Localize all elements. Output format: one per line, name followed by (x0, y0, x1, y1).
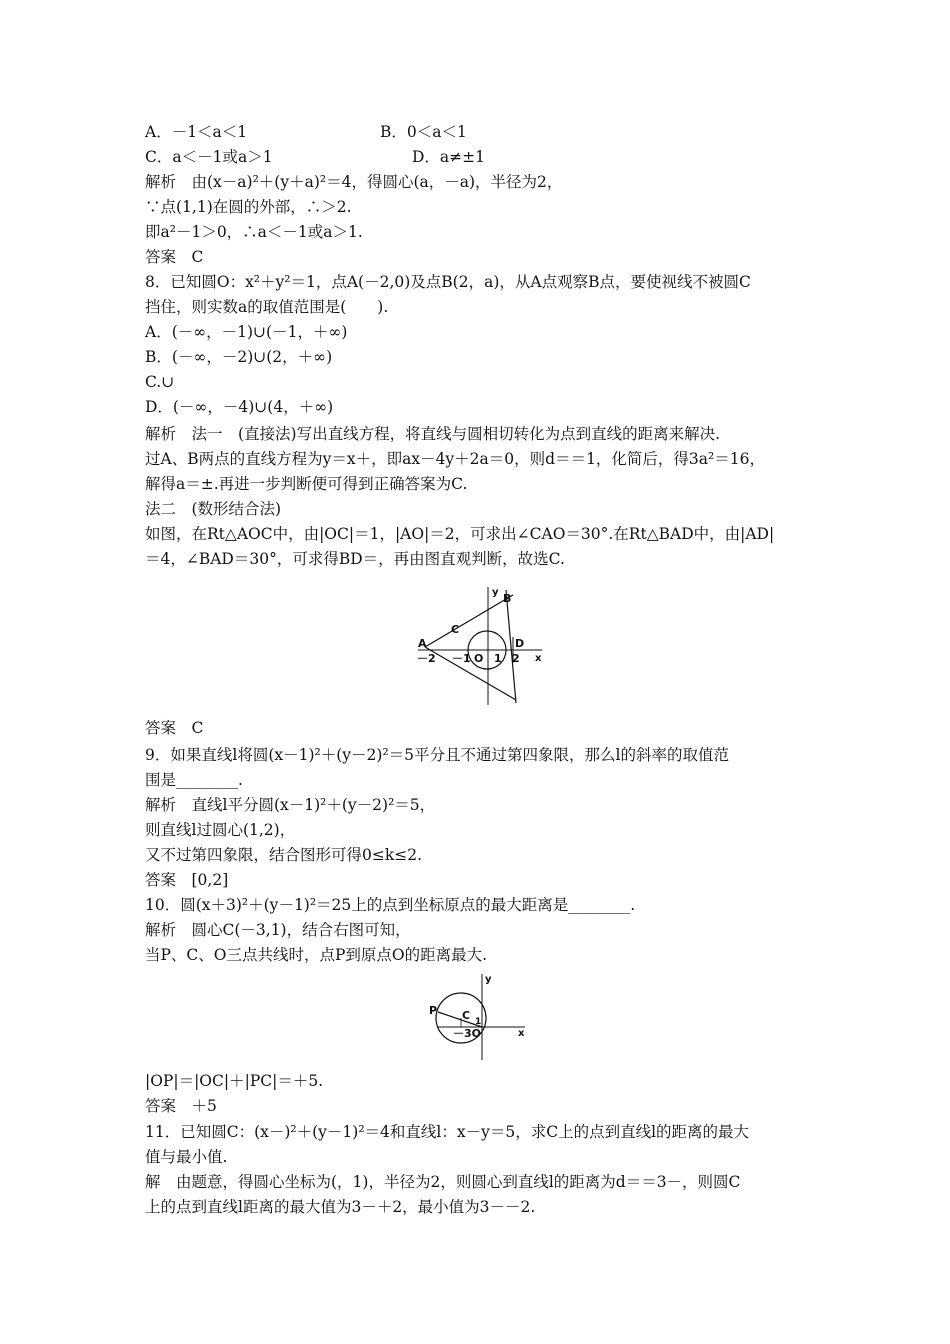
solution-line: ∵点(1,1)在圆的外部，∴＞2. (145, 198, 352, 216)
fig2-x-label: x (518, 1028, 525, 1039)
answer-line: 答案 C (145, 719, 204, 737)
solution-line: 当P、C、O三点共线时，点P到原点O的距离最大. (145, 946, 488, 964)
solution-line: 又不过第四象限，结合图形可得0≤k≤2. (145, 846, 423, 864)
fig1-d-label: D (515, 637, 525, 650)
question-9-line: 围是________. (145, 771, 243, 789)
solution-line: 如图，在Rt△AOC中，由|OC|＝1，|AO|＝2，可求出∠CAO＝30°.在Rt△BAD中，由|AD| (145, 525, 775, 543)
option-line: B．(－∞，－2)∪(2，＋∞) (145, 348, 333, 366)
figure-2 (425, 970, 535, 1069)
question-8-line: 挡住，则实数a的取值范围是( ). (145, 298, 389, 316)
option-d-line: D．a≠±1 (412, 148, 486, 166)
question-9-line: 9．如果直线l将圆(x－1)²＋(y－2)²＝5平分且不通过第四象限，那么l的斜率的取值范 (145, 746, 729, 764)
answer-line: 答案 C (145, 248, 204, 266)
solution-line: 解析 由(x－a)²＋(y＋a)²＝4，得圆心(a，－a)，半径为2， (145, 173, 563, 191)
solution-line: 上的点到直线l距离的最大值为3－＋2，最小值为3－－2. (145, 1198, 536, 1216)
option-b-line: B．0＜a＜1 (380, 123, 467, 141)
option-a-line: A．－1＜a＜1 (145, 123, 248, 141)
question-10-line: 10．圆(x＋3)²＋(y－1)²＝25上的点到坐标原点的最大距离是________. (145, 896, 636, 914)
solution-line: ＝4，∠BAD＝30°，可求得BD＝，再由图直观判断，故选C. (145, 550, 565, 568)
solution-line: 解得a＝±.再进一步判断便可得到正确答案为C. (145, 475, 468, 493)
question-11-line: 值与最小值. (145, 1148, 228, 1166)
fig1-tick-neg2: －2 (417, 652, 436, 665)
solution-line: |OP|＝|OC|＋|PC|＝＋5. (145, 1072, 324, 1090)
fig1-a-label: A (418, 637, 427, 650)
option-line: C.∪ (145, 373, 175, 391)
fig1-tick-2: 2 (512, 652, 520, 665)
fig2-y-label: y (485, 974, 492, 985)
figure-1 (408, 585, 548, 714)
question-8-line: 8．已知圆O：x²＋y²＝1，点A(－2,0)及点B(2，a)，从A点观察B点，要使视线不被圆C (145, 273, 751, 291)
answer-line: 答案 ＋5 (145, 1097, 217, 1115)
fig1-origin-label: O (474, 652, 484, 665)
fig2-origin-label: －3O (453, 1027, 482, 1040)
fig2-tick-1: 1 (475, 1017, 482, 1027)
solution-line: 解 由题意，得圆心坐标为(，1)，半径为2，则圆心到直线l的距离为d＝＝3－，则圆C (145, 1173, 741, 1191)
solution-line: 即a²－1＞0，∴a＜－1或a＞1. (145, 223, 363, 241)
option-c-line: C．a＜－1或a＞1 (145, 148, 273, 166)
fig1-c-label: C (451, 623, 460, 636)
fig1-tick-1: 1 (494, 652, 502, 665)
option-line: A．(－∞，－1)∪(－1，＋∞) (145, 323, 348, 341)
solution-line: 过A、B两点的直线方程为y＝x＋，即ax－4y＋2a＝0，则d＝＝1，化简后，得3a²＝16， (145, 450, 765, 468)
solution-line: 法二 (数形结合法) (145, 500, 282, 518)
solution-line: 解析 直线l平分圆(x－1)²＋(y－2)²＝5， (145, 796, 436, 814)
question-11-line: 11．已知圆C：(x－)²＋(y－1)²＝4和直线l：x－y＝5，求C上的点到直线l的距离的最大 (145, 1123, 750, 1141)
option-line: D．(－∞，－4)∪(4，＋∞) (145, 398, 334, 416)
fig2-p-label: P (429, 1004, 438, 1017)
solution-line: 解析 圆心C(－3,1)，结合右图可知， (145, 921, 411, 939)
fig1-x-label: x (535, 653, 542, 664)
fig1-y-label: y (492, 587, 499, 598)
solution-line: 解析 法一 (直接法)写出直线方程，将直线与圆相切转化为点到直线的距离来解决. (145, 425, 721, 443)
solution-line: 则直线l过圆心(1,2)， (145, 821, 296, 839)
fig1-tick-neg1: －1 (452, 652, 471, 665)
fig1-b-label: B (503, 592, 512, 605)
fig2-c-label: C (462, 1009, 471, 1022)
answer-line: 答案 [0,2] (145, 871, 229, 889)
